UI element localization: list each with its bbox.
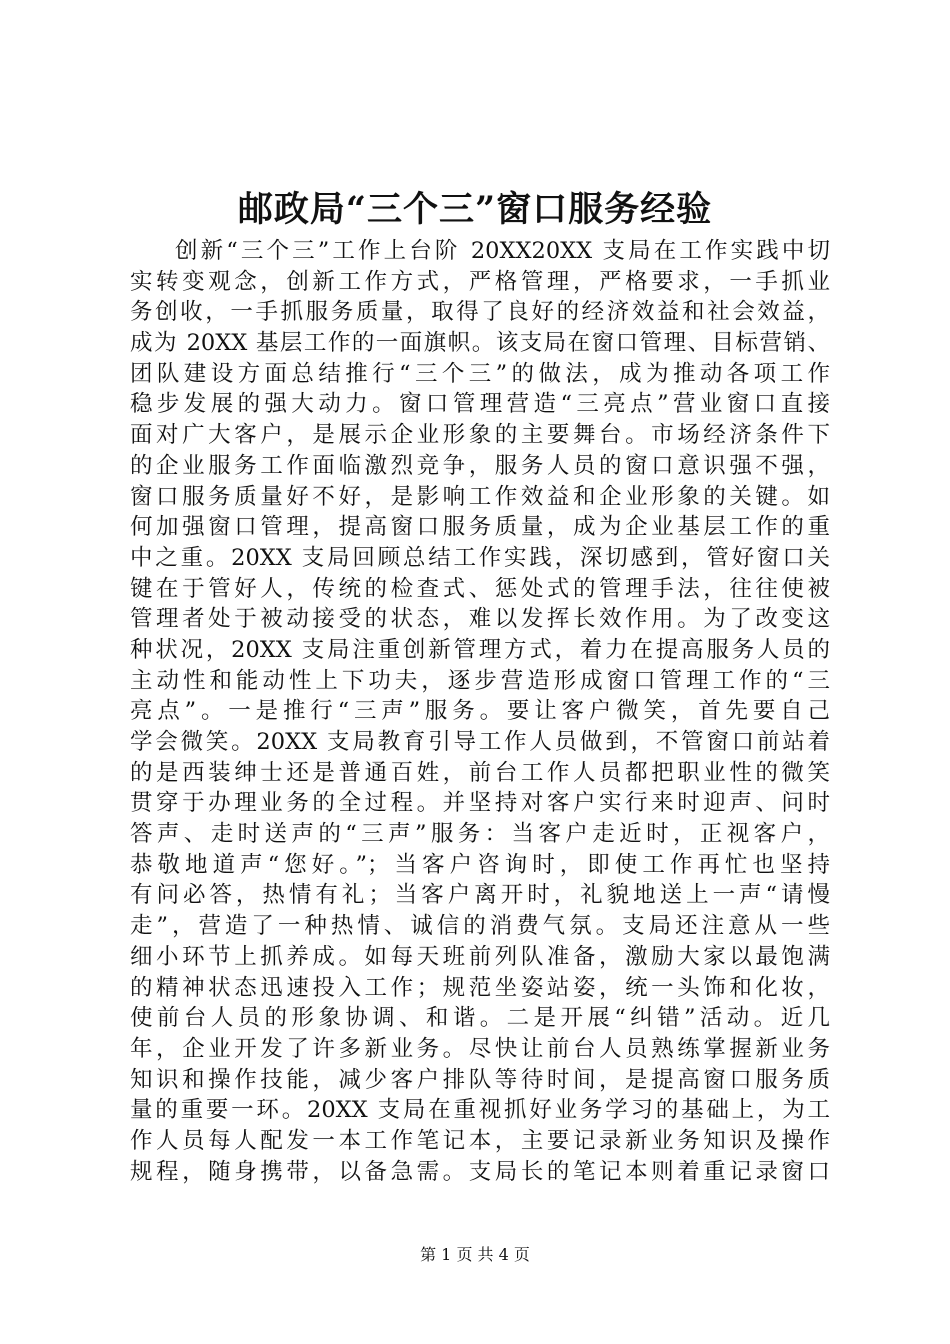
body-line: 成为 20XX 基层工作的一面旗帜。该支局在窗口管理、目标营销、 xyxy=(130,330,830,357)
body-line: 规程，随身携带，以备急需。支局长的笔记本则着重记录窗口 xyxy=(130,1158,830,1185)
page-number-indicator: 第 1 页 共 4 页 xyxy=(420,1245,530,1264)
body-line: 量的重要一环。20XX 支局在重视抓好业务学习的基础上，为工 xyxy=(130,1097,830,1124)
body-line: 走”，营造了一种热情、诚信的消费气氛。支局还注意从一些 xyxy=(130,913,830,940)
document-title: 邮政局“三个三”窗口服务经验 xyxy=(237,189,713,230)
page-footer xyxy=(0,1244,950,1266)
body-line: 学会微笑。20XX 支局教育引导工作人员做到，不管窗口前站着 xyxy=(130,729,830,755)
body-line: 细小环节上抓养成。如每天班前列队准备，激励大家以最饱满 xyxy=(130,943,830,970)
body-line: 使前台人员的形象协调、和谐。二是开展“纠错”活动。近几 xyxy=(130,1005,830,1032)
body-line: 亮点”。一是推行“三声”服务。要让客户微笑，首先要自己 xyxy=(130,698,830,725)
body-line: 主动性和能动性上下功夫，逐步营造形成窗口管理工作的“三 xyxy=(130,667,830,694)
body-line: 创新“三个三”工作上台阶 20XX20XX 支局在工作实践中切 xyxy=(175,238,830,264)
body-line: 年，企业开发了许多新业务。尽快让前台人员熟练掌握新业务 xyxy=(130,1035,830,1062)
body-line: 的精神状态迅速投入工作；规范坐姿站姿，统一头饰和化妆， xyxy=(130,974,830,1001)
body-line: 窗口服务质量好不好，是影响工作效益和企业形象的关键。如 xyxy=(130,483,830,510)
body-line: 的企业服务工作面临激烈竞争，服务人员的窗口意识强不强， xyxy=(130,452,830,479)
body-line: 贯穿于办理业务的全过程。并坚持对客户实行来时迎声、问时 xyxy=(130,790,830,817)
body-line: 务创收，一手抓服务质量，取得了良好的经济效益和社会效益， xyxy=(130,299,830,326)
document-body xyxy=(130,236,830,1187)
body-line: 实转变观念，创新工作方式，严格管理，严格要求，一手抓业 xyxy=(130,268,830,295)
body-line: 团队建设方面总结推行“三个三”的做法，成为推动各项工作 xyxy=(130,360,830,387)
body-line: 中之重。20XX 支局回顾总结工作实践，深切感到，管好窗口关 xyxy=(130,544,830,571)
body-line: 键在于管好人，传统的检查式、惩处式的管理手法，往往使被 xyxy=(130,575,830,602)
body-line: 知识和操作技能，减少客户排队等待时间，是提高窗口服务质 xyxy=(130,1066,830,1093)
body-line: 何加强窗口管理，提高窗口服务质量，成为企业基层工作的重 xyxy=(130,514,830,541)
body-line: 管理者处于被动接受的状态，难以发挥长效作用。为了改变这 xyxy=(130,606,830,633)
body-line: 的是西装绅士还是普通百姓，前台工作人员都把职业性的微笑 xyxy=(130,759,830,786)
body-line: 面对广大客户，是展示企业形象的主要舞台。市场经济条件下 xyxy=(130,422,830,449)
body-line: 稳步发展的强大动力。窗口管理营造“三亮点”营业窗口直接 xyxy=(130,391,830,418)
body-line: 有问必答，热情有礼；当客户离开时，礼貌地送上一声“请慢 xyxy=(130,882,830,909)
body-line: 作人员每人配发一本工作笔记本，主要记录新业务知识及操作 xyxy=(130,1127,830,1154)
body-line: 恭敬地道声“您好。”；当客户咨询时，即使工作再忙也坚持 xyxy=(130,851,830,878)
body-line: 种状况，20XX 支局注重创新管理方式，着力在提高服务人员的 xyxy=(130,636,830,663)
body-line: 答声、走时送声的“三声”服务：当客户走近时，正视客户， xyxy=(130,821,830,848)
